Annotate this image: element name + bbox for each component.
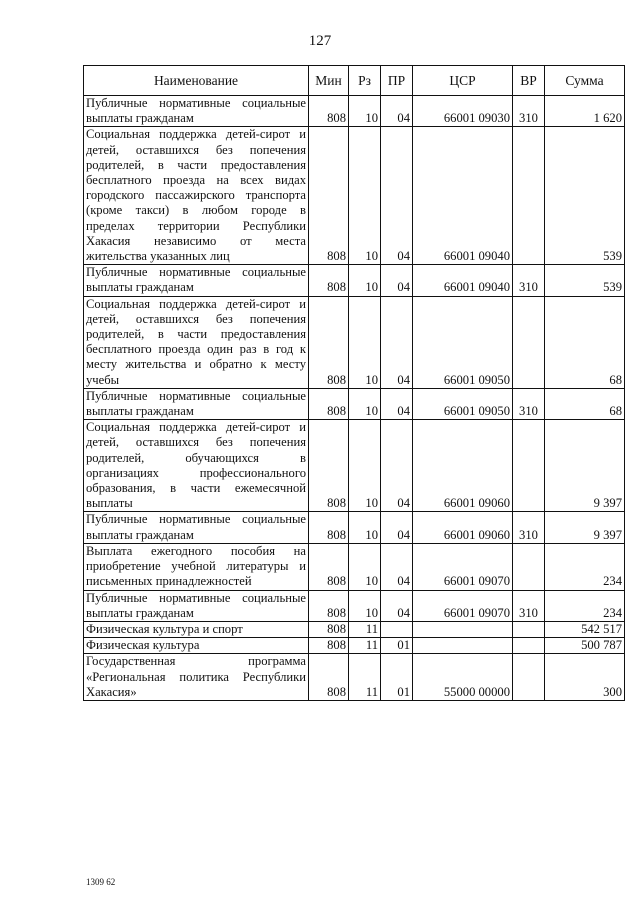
cell-csr	[413, 621, 513, 637]
cell-vr	[513, 621, 545, 637]
table-row	[84, 388, 625, 419]
cell-rz: 10	[349, 265, 381, 296]
cell-name: Выплата ежегодного пособия на приобретение учебной литературы и письменных принадлежностей	[84, 543, 309, 590]
cell-rz: 10	[349, 296, 381, 388]
table-row	[84, 296, 625, 388]
header-vr: ВР	[513, 66, 545, 96]
header-sum: Сумма	[545, 66, 625, 96]
cell-name: Публичные нормативные социальные выплаты гражданам	[84, 388, 309, 419]
cell-vr: 310	[513, 590, 545, 621]
table-row	[84, 420, 625, 512]
header-name: Наименование	[84, 66, 309, 96]
cell-rz: 11	[349, 638, 381, 654]
cell-sum: 300	[545, 654, 625, 701]
cell-pr: 04	[381, 590, 413, 621]
cell-csr	[413, 638, 513, 654]
cell-min: 808	[309, 621, 349, 637]
cell-min: 808	[309, 265, 349, 296]
cell-pr: 04	[381, 388, 413, 419]
table-row	[84, 590, 625, 621]
cell-csr: 66001 09040	[413, 265, 513, 296]
cell-sum: 9 397	[545, 420, 625, 512]
table-row	[84, 265, 625, 296]
cell-name: Физическая культура и спорт	[84, 621, 309, 637]
cell-rz: 10	[349, 512, 381, 543]
cell-csr: 55000 00000	[413, 654, 513, 701]
cell-min: 808	[309, 388, 349, 419]
cell-vr	[513, 543, 545, 590]
table-row	[84, 127, 625, 265]
cell-sum: 68	[545, 296, 625, 388]
cell-name: Социальная поддержка детей-сирот и детей, оставшихся без попечения родителей, обучающихся в организациях профессионального образования, в части ежемесячной выплаты	[84, 420, 309, 512]
cell-csr: 66001 09050	[413, 388, 513, 419]
cell-pr: 04	[381, 296, 413, 388]
cell-sum: 234	[545, 590, 625, 621]
cell-min: 808	[309, 96, 349, 127]
cell-min: 808	[309, 296, 349, 388]
cell-rz: 10	[349, 590, 381, 621]
cell-name: Социальная поддержка детей-сирот и детей, оставшихся без попечения родителей, в части предоставления бесплатного проезда один раз в год к месту жительства и обратно к месту учебы	[84, 296, 309, 388]
table-row	[84, 96, 625, 127]
cell-pr	[381, 621, 413, 637]
cell-pr: 01	[381, 638, 413, 654]
cell-sum: 1 620	[545, 96, 625, 127]
cell-vr	[513, 654, 545, 701]
cell-pr: 04	[381, 420, 413, 512]
cell-sum: 539	[545, 127, 625, 265]
cell-vr	[513, 638, 545, 654]
cell-pr: 04	[381, 96, 413, 127]
cell-name: Физическая культура	[84, 638, 309, 654]
budget-table	[83, 65, 625, 701]
cell-rz: 11	[349, 654, 381, 701]
cell-csr: 66001 09030	[413, 96, 513, 127]
cell-name: Публичные нормативные социальные выплаты гражданам	[84, 590, 309, 621]
cell-name: Публичные нормативные социальные выплаты гражданам	[84, 265, 309, 296]
cell-csr: 66001 09070	[413, 590, 513, 621]
cell-pr: 01	[381, 654, 413, 701]
cell-rz: 11	[349, 621, 381, 637]
header-pr: ПР	[381, 66, 413, 96]
cell-min: 808	[309, 512, 349, 543]
cell-name: Социальная поддержка детей-сирот и детей, оставшихся без попечения родителей, в части предоставления бесплатного проезда на всех видах городского пассажирского транспорта (кроме такси) в любом городе в пределах территории Республики Хакасия независимо от места жительства указанных лиц	[84, 127, 309, 265]
cell-sum: 234	[545, 543, 625, 590]
header-csr: ЦСР	[413, 66, 513, 96]
footer-code: 1309 62	[86, 877, 116, 887]
table-row	[84, 621, 625, 637]
table-row	[84, 543, 625, 590]
cell-sum: 500 787	[545, 638, 625, 654]
cell-csr: 66001 09040	[413, 127, 513, 265]
cell-min: 808	[309, 543, 349, 590]
cell-min: 808	[309, 638, 349, 654]
cell-vr	[513, 127, 545, 265]
table-header-row	[84, 66, 625, 96]
cell-csr: 66001 09060	[413, 512, 513, 543]
cell-min: 808	[309, 127, 349, 265]
cell-vr: 310	[513, 96, 545, 127]
cell-name: Публичные нормативные социальные выплаты гражданам	[84, 96, 309, 127]
cell-min: 808	[309, 654, 349, 701]
cell-pr: 04	[381, 127, 413, 265]
cell-min: 808	[309, 590, 349, 621]
table-body	[84, 96, 625, 701]
cell-csr: 66001 09060	[413, 420, 513, 512]
header-min: Мин	[309, 66, 349, 96]
cell-vr	[513, 420, 545, 512]
cell-rz: 10	[349, 543, 381, 590]
cell-vr: 310	[513, 512, 545, 543]
cell-vr: 310	[513, 388, 545, 419]
cell-sum: 542 517	[545, 621, 625, 637]
cell-vr	[513, 296, 545, 388]
cell-pr: 04	[381, 512, 413, 543]
cell-rz: 10	[349, 96, 381, 127]
cell-rz: 10	[349, 127, 381, 265]
cell-rz: 10	[349, 420, 381, 512]
cell-name: Публичные нормативные социальные выплаты гражданам	[84, 512, 309, 543]
cell-min: 808	[309, 420, 349, 512]
cell-name: Государственная программа «Региональная политика Республики Хакасия»	[84, 654, 309, 701]
header-rz: Рз	[349, 66, 381, 96]
cell-pr: 04	[381, 543, 413, 590]
cell-vr: 310	[513, 265, 545, 296]
cell-sum: 539	[545, 265, 625, 296]
table-row	[84, 638, 625, 654]
cell-pr: 04	[381, 265, 413, 296]
page-number: 127	[308, 33, 332, 49]
cell-sum: 68	[545, 388, 625, 419]
cell-csr: 66001 09050	[413, 296, 513, 388]
table-row	[84, 654, 625, 701]
cell-rz: 10	[349, 388, 381, 419]
cell-sum: 9 397	[545, 512, 625, 543]
table-row	[84, 512, 625, 543]
cell-csr: 66001 09070	[413, 543, 513, 590]
